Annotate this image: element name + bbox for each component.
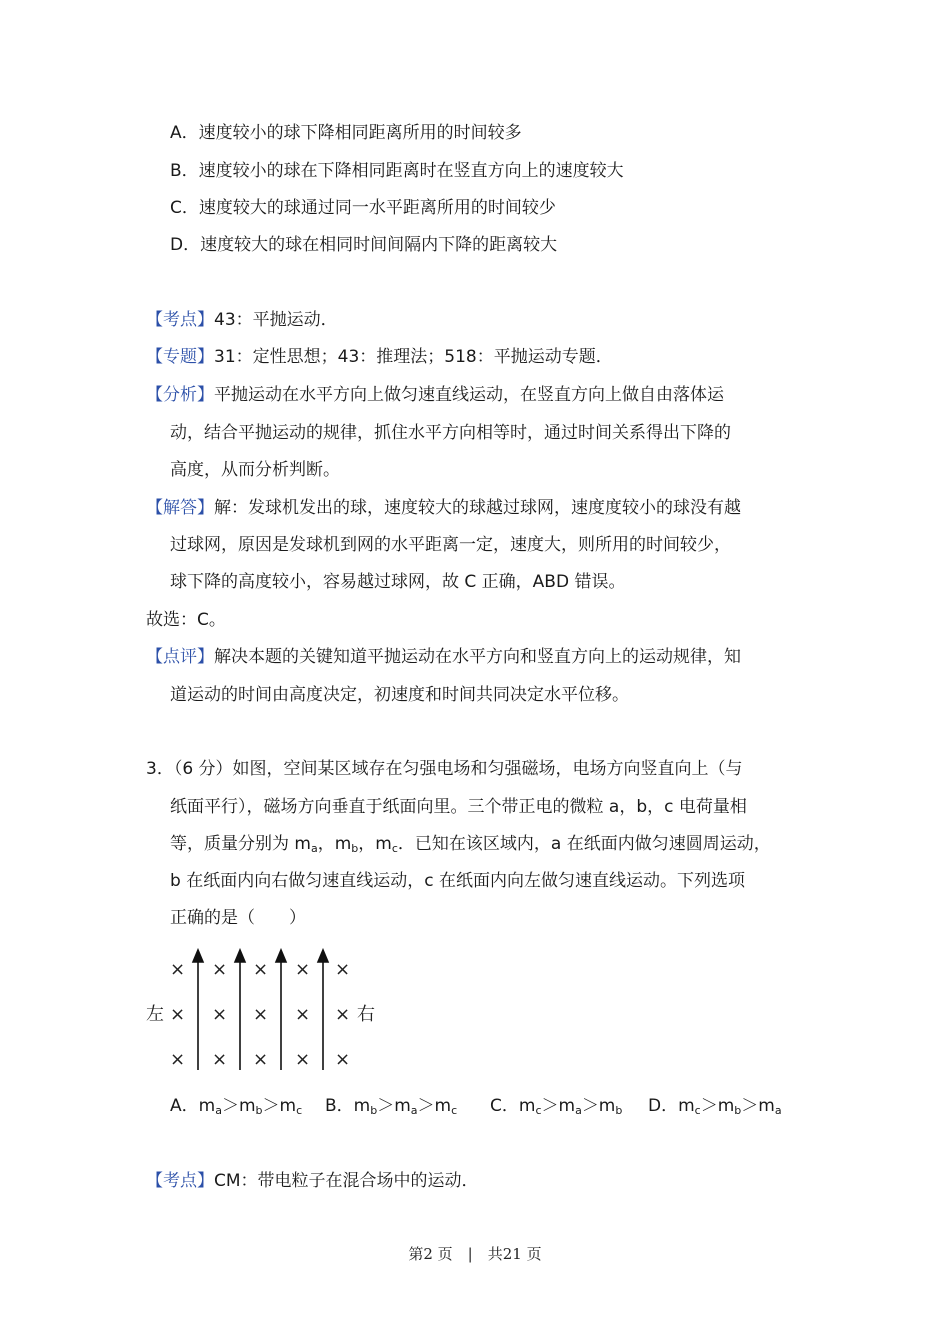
zhuanti-text: 31：定性思想；43：推理法；518：平抛运动专题． [214,347,613,367]
dianping-line-2: 道运动的时间由高度决定，初速度和时间共同决定水平位移。 [170,685,629,705]
option-c: C．速度较大的球通过同一水平距离所用的时间较少 [170,198,556,218]
kaodian-row [146,308,338,332]
dianping-line-1: 解决本题的关键知道平抛运动在水平方向和竖直方向上的运动规律，知 [214,647,741,667]
kaodian-text: 43：平抛运动． [214,310,338,330]
jieda-line-1: 解：发球机发出的球，速度较大的球越过球网，速度度较小的球没有越 [214,498,741,518]
field-diagram [140,948,400,1078]
jieda-row [146,496,741,520]
magnetic-cross: × [295,1049,311,1070]
option-b: B．速度较小的球在下降相同距离时在竖直方向上的速度较大 [170,161,624,181]
left-label: 左 [146,1004,164,1025]
fenxi-line-3: 高度，从而分析判断。 [170,460,340,480]
dianping-tag: 【点评】 [146,647,214,667]
kaodian-row-q3 [146,1169,479,1193]
answer-line: 故选：C。 [146,610,226,630]
magnetic-cross: × [170,1004,186,1025]
kaodian-tag: 【考点】 [146,310,214,330]
magnetic-cross: × [295,959,311,980]
kaodian-tag-q3: 【考点】 [146,1171,214,1191]
choice-b: B．$m_b>m_a>m_c$ [325,1096,458,1117]
magnetic-cross: × [335,959,351,980]
choice-a: A．$m_a>m_b>m_c$ [170,1096,303,1117]
kaodian-text-q3: CM：带电粒子在混合场中的运动． [214,1171,479,1191]
fenxi-line-2: 动，结合平抛运动的规律，抓住水平方向相等时，通过时间关系得出下降的 [170,423,731,443]
magnetic-cross: × [212,1049,228,1070]
subscript-a: a [310,842,318,855]
jieda-line-3: 球下降的高度较小，容易越过球网，故 C 正确，ABD 错误。 [170,572,626,592]
option-a: A．速度较小的球下降相同距离所用的时间较多 [170,123,522,143]
magnetic-cross: × [335,1049,351,1070]
subscript-b: b [351,842,359,855]
zhuanti-row [146,345,613,369]
field-arrow-4 [318,950,328,962]
magnetic-cross: × [170,1049,186,1070]
magnetic-cross: × [253,959,269,980]
field-arrow-2 [235,950,245,962]
jieda-tag: 【解答】 [146,498,214,518]
jieda-line-2: 过球网，原因是发球机到网的水平距离一定，速度大，则所用的时间较少， [170,535,731,555]
magnetic-cross: × [212,1004,228,1025]
fenxi-row [146,383,724,407]
right-label: 右 [357,1004,375,1025]
dianping-row [146,645,741,669]
page-footer: 第2 页 | 共21 页 [408,1245,542,1263]
subscript-c: c [391,842,398,855]
magnetic-cross: × [212,959,228,980]
question3-line-3: 等，质量分别为 $m_a$，$m_b$，$m_c$．已知在该区域内，a 在纸面内做匀速圆周运动， [170,834,771,855]
fenxi-tag: 【分析】 [146,385,214,405]
magnetic-cross: × [335,1004,351,1025]
question3-choices [170,1094,788,1118]
question3-line-1: 3．（6 分）如图，空间某区域存在匀强电场和匀强磁场，电场方向竖直向上（与 [146,759,743,779]
question3-line-2: 纸面平行），磁场方向垂直于纸面向里。三个带正电的微粒 a，b，c 电荷量相 [170,797,747,817]
magnetic-cross: × [253,1004,269,1025]
magnetic-cross: × [170,959,186,980]
option-d: D．速度较大的球在相同时间间隔内下降的距离较大 [170,235,558,255]
zhuanti-tag: 【专题】 [146,347,214,367]
field-arrow-3 [276,950,286,962]
magnetic-cross: × [295,1004,311,1025]
question3-line-4: b 在纸面内向右做匀速直线运动，c 在纸面内向左做匀速直线运动。下列选项 [170,871,745,891]
question3-line-5: 正确的是（ ） [170,908,306,928]
magnetic-cross: × [253,1049,269,1070]
fenxi-line-1: 平抛运动在水平方向上做匀速直线运动，在竖直方向上做自由落体运 [214,385,724,405]
choice-c: C．$m_c>m_a>m_b$ [490,1096,623,1117]
field-arrow-1 [193,950,203,962]
choice-d: D．$m_c>m_b>m_a$ [648,1096,782,1117]
